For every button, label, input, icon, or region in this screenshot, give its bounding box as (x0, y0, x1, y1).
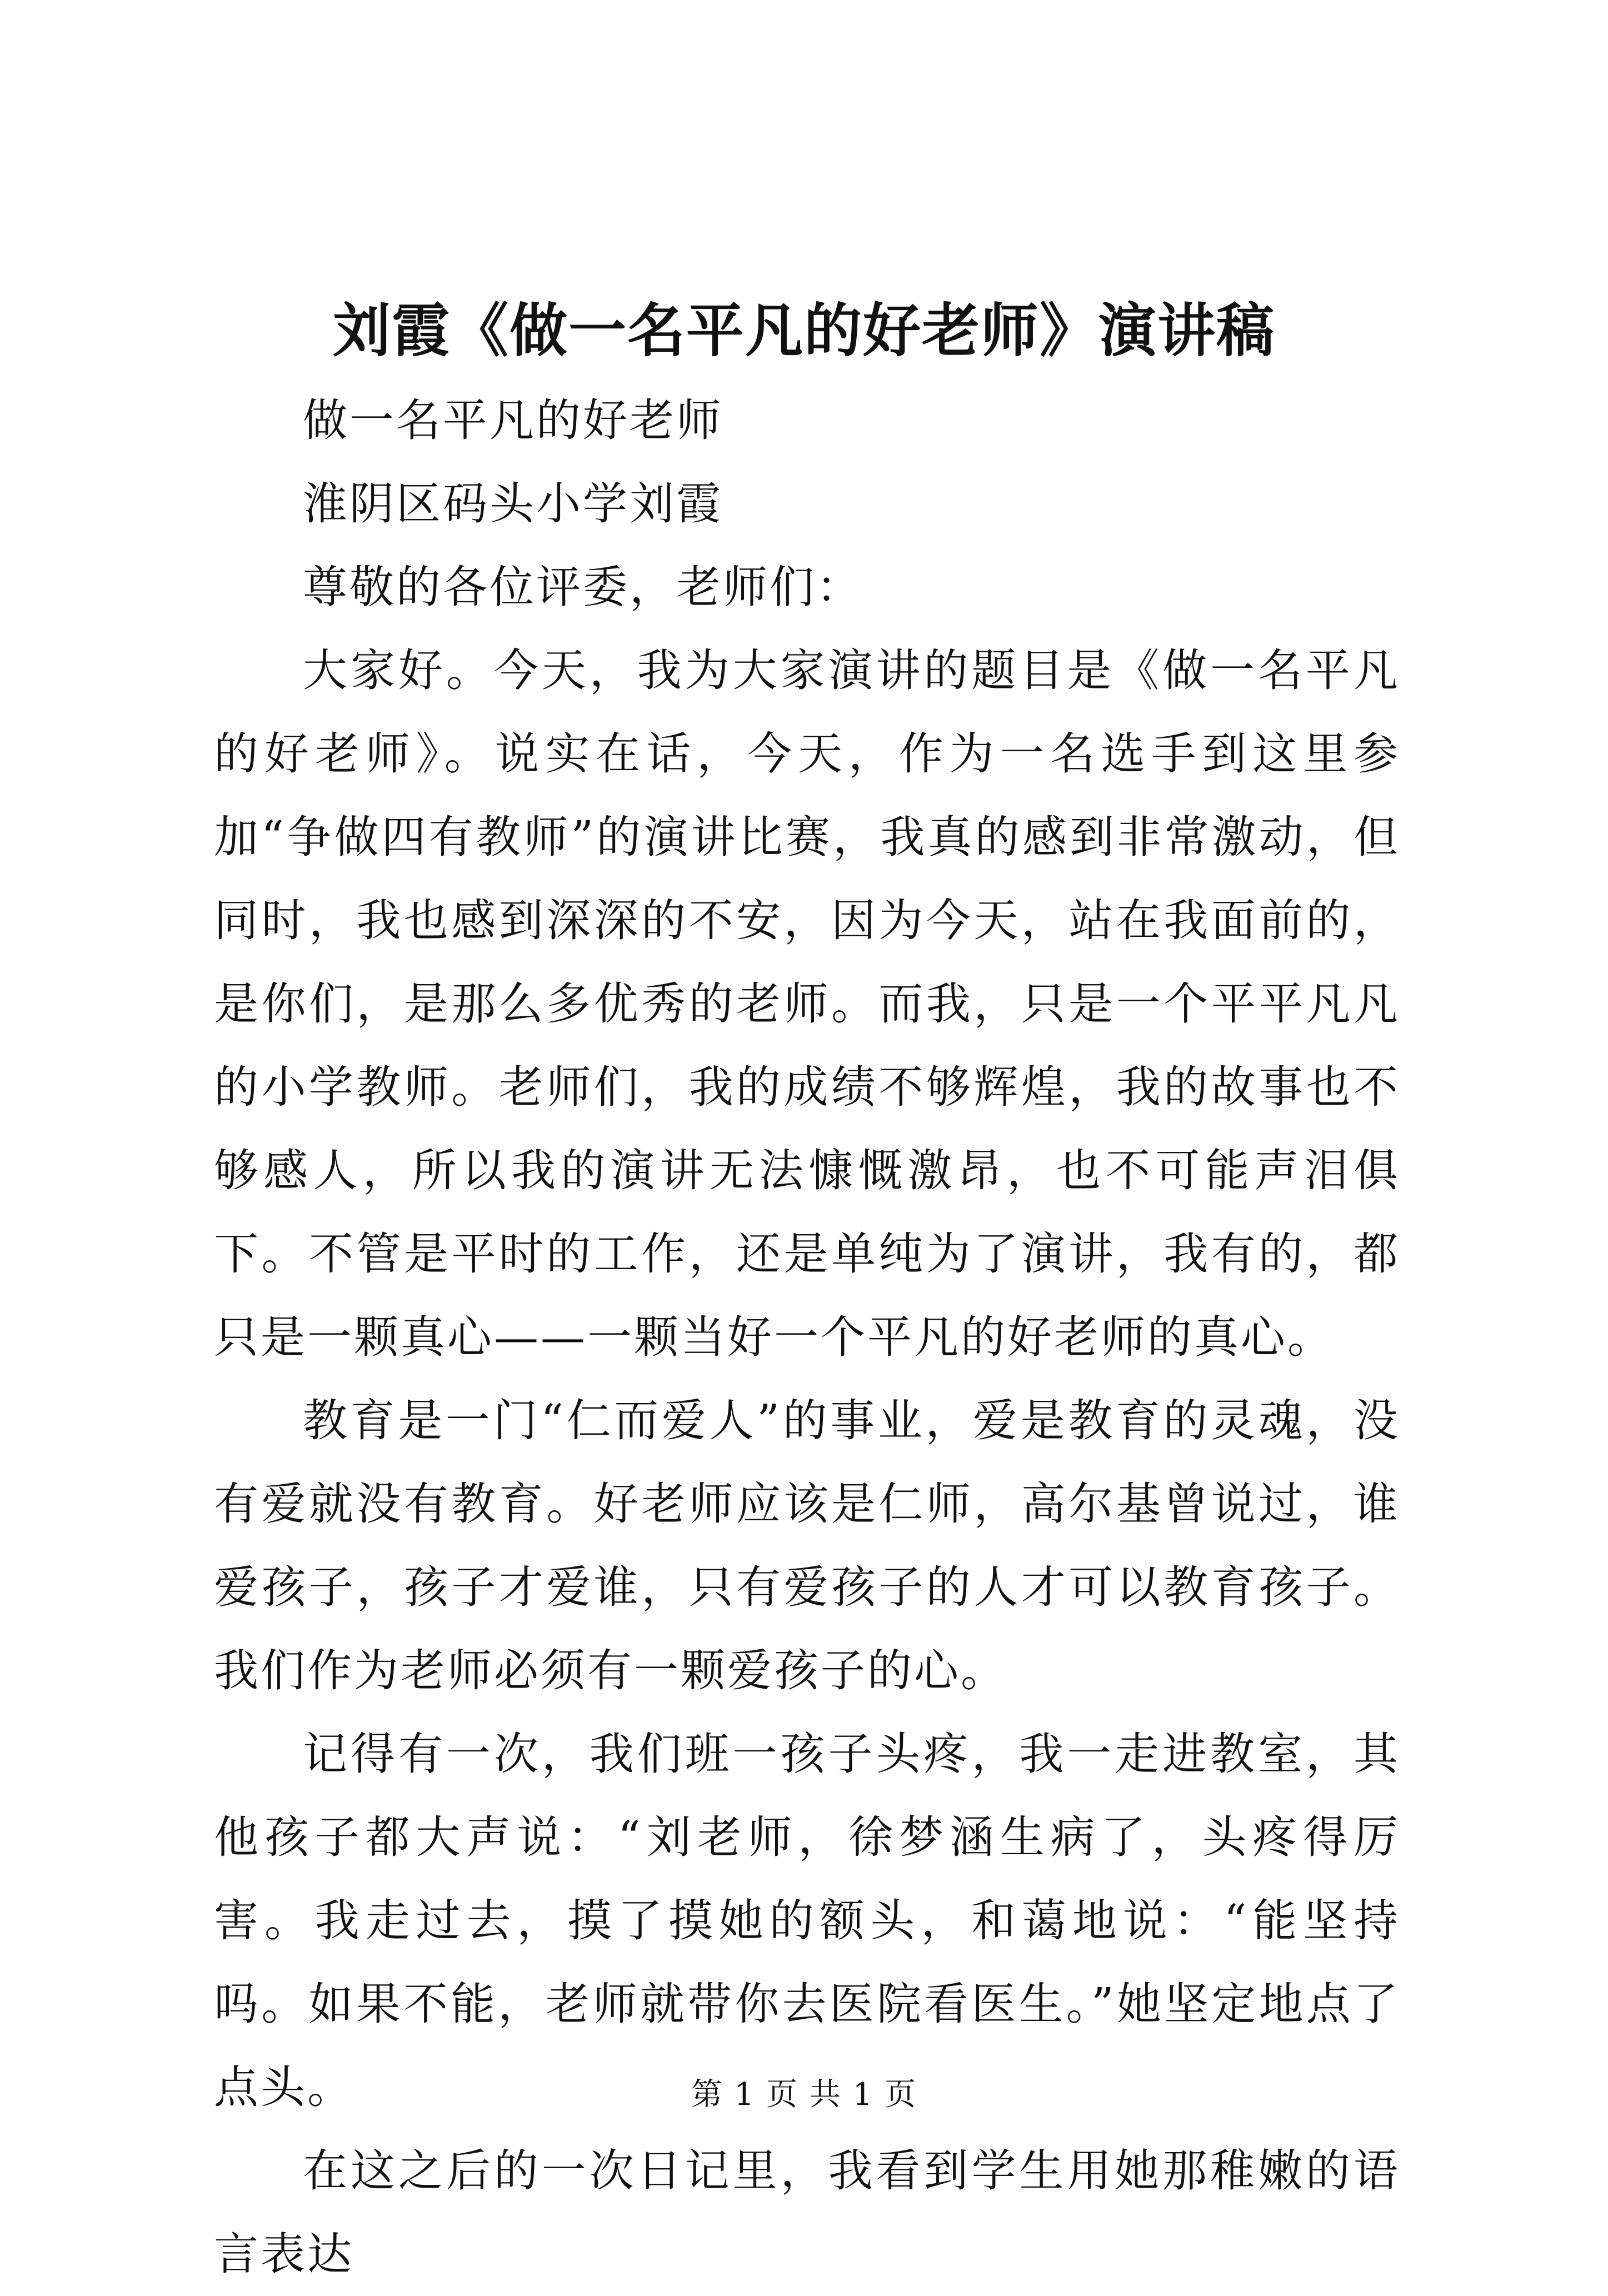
body-paragraph: 在这之后的一次日记里，我看到学生用她那稚嫩的语言表达 (214, 2145, 1400, 2280)
document-body (214, 379, 1400, 2296)
page-number-footer: 第 1 页 共 1 页 (691, 2077, 917, 2113)
speech-subtitle: 做一名平凡的好老师 (303, 395, 723, 446)
salutation: 尊敬的各位评委，老师们： (303, 561, 863, 613)
speaker-affiliation: 淮阴区码头小学刘霞 (303, 478, 723, 530)
body-paragraph: 大家好。今天，我为大家演讲的题目是《做一名平凡的好老师》。说实在话，今天，作为一名选手到这里参加“争做四有教师”的演讲比赛，我真的感到非常激动，但同时，我也感到深深的不安，因为今天，站在我面前的，是你们，是那么多优秀的老师。而我，只是一个平平凡凡的小学教师。老师们，我的成绩不够辉煌，我的故事也不够感人，所以我的演讲无法慷慨激昂，也不可能声泪俱下。不管是平时的工作，还是单纯为了演讲，我有的，都只是一颗真心——一颗当好一个平凡的好老师的真心。 (214, 645, 1400, 1363)
body-paragraph: 记得有一次，我们班一孩子头疼，我一走进教室，其他孩子都大声说：“刘老师，徐梦涵生病了，头疼得厉害。我走过去，摸了摸她的额头，和蔼地说：“能坚持吗。如果不能，老师就带你去医院看医生。”她坚定地点了点头。 (214, 1728, 1400, 2113)
body-paragraph: 教育是一门“仁而爱人”的事业，爱是教育的灵魂，没有爱就没有教育。好老师应该是仁师，高尔基曾说过，谁爱孩子，孩子才爱谁，只有爱孩子的人才可以教育孩子。我们作为老师必须有一颗爱孩子的心。 (214, 1395, 1400, 1696)
document-title: 刘霞《做一名平凡的好老师》演讲稿 (332, 296, 1275, 365)
